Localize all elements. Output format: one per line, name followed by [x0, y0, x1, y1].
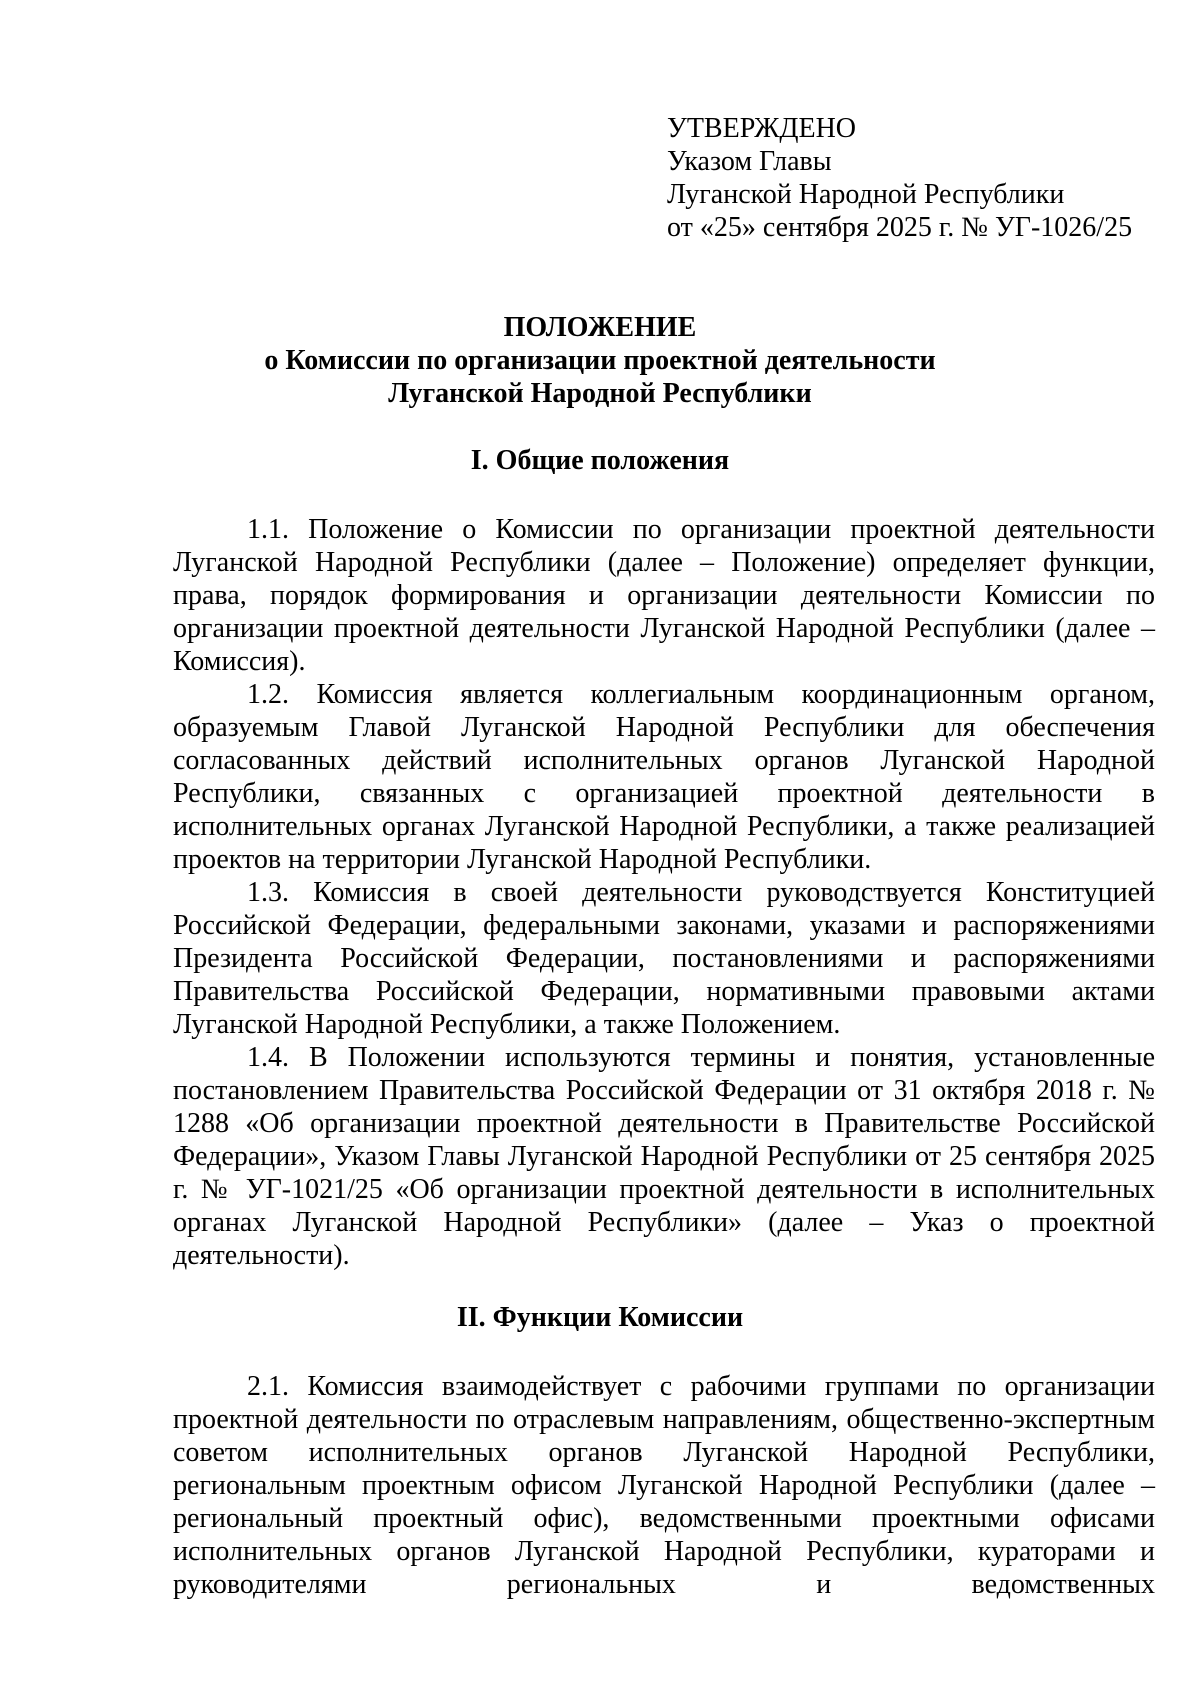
- document-title: [0, 311, 1200, 410]
- approval-line-date-number: от «25» сентября 2025 г. № УГ-1026/25: [667, 212, 1133, 243]
- section-general-body: [173, 513, 1155, 1272]
- paragraph-1-4: 1.4. В Положении используются термины и понятия, установленные постановлением Правительства Российской Федерации от 31 октября 2018 г. № 1288 «Об организации проектной деятельности в Правительстве Российской Федерации», Указом Главы Луганской Народной Республики от 25 сентября 2025 г. № УГ-1021/25 «Об организации проектной деятельности в исполнительных органах Луганской Народной Республики» (далее – Указ о проектной деятельности).: [173, 1042, 1155, 1271]
- paragraph-1-2: 1.2. Комиссия является коллегиальным координационным органом, образуемым Главой Луганской Народной Республики для обеспечения согласованных действий исполнительных органов Луганской Народной Республики, связанных с организацией проектной деятельности в исполнительных органах Луганской Народной Республики, а также реализацией проектов на территории Луганской Народной Республики.: [173, 679, 1155, 875]
- paragraph-1-1: 1.1. Положение о Комиссии по организации проектной деятельности Луганской Народной Республики (далее – Положение) определяет функции, права, порядок формирования и организации деятельности Комиссии по организации проектной деятельности Луганской Народной Республики (далее – Комиссия).: [173, 514, 1155, 677]
- section-heading-functions: II. Функции Комиссии: [456, 1302, 744, 1333]
- title-line-2: о Комиссии по организации проектной деятельности: [264, 345, 936, 376]
- title-line-1: ПОЛОЖЕНИЕ: [503, 312, 697, 343]
- approval-line-republic: Луганской Народной Республики: [667, 179, 1065, 210]
- section-heading-general: I. Общие положения: [470, 445, 730, 476]
- title-line-3: Луганской Народной Республики: [388, 378, 812, 409]
- approval-stamp: [667, 112, 1132, 244]
- paragraph-1-3: 1.3. Комиссия в своей деятельности руководствуется Конституцией Российской Федерации, федеральными законами, указами и распоряжениями Президента Российской Федерации, постановлениями и распоряжениями Правительства Российской Федерации, нормативными правовыми актами Луганской Народной Республики, а также Положением.: [173, 877, 1155, 1040]
- paragraph-2-1: 2.1. Комиссия взаимодействует с рабочими группами по организации проектной деятельности по отраслевым направлениям, общественно-экспертным советом исполнительных органов Луганской Народной Республики, региональным проектным офисом Луганской Народной Республики (далее – региональный проектный офис), ведомственными проектными офисами исполнительных органов Луганской Народной Республики, кураторами и руководителями региональных и ведомственных: [173, 1371, 1155, 1600]
- approval-line-approved: УТВЕРЖДЕНО: [667, 113, 857, 144]
- section-functions-body: [173, 1370, 1155, 1601]
- approval-line-decree: Указом Главы: [667, 146, 832, 177]
